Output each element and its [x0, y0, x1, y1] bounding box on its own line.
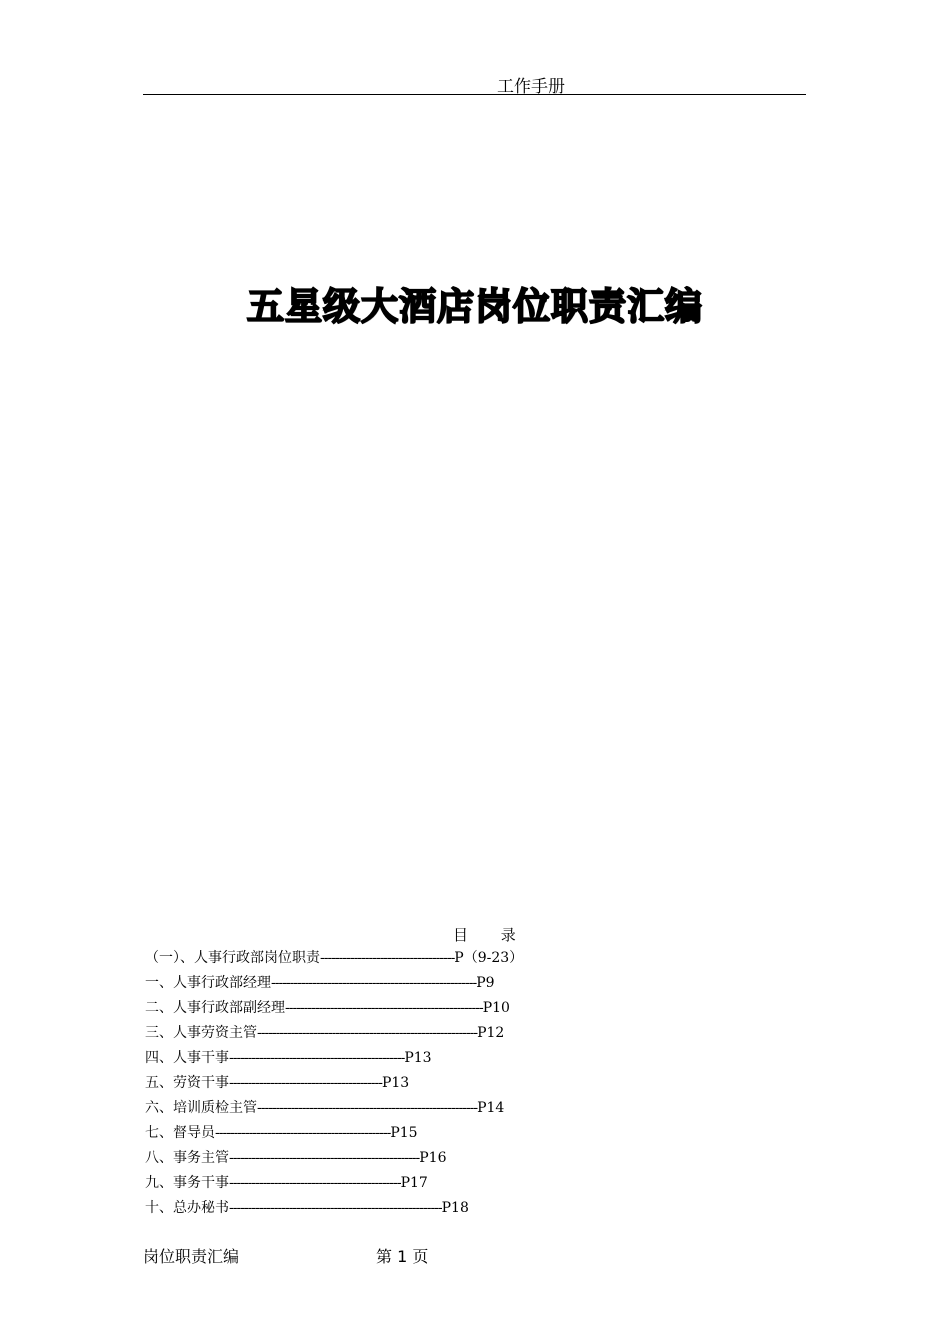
toc-entry-label: 四、人事干事 — [145, 1050, 229, 1066]
toc-entry[interactable] — [145, 1072, 805, 1097]
toc-entry-page: P10 — [482, 1000, 510, 1016]
toc-entry-leader: ----------------------------------------- — [229, 1075, 382, 1091]
toc-entry-leader: ------------------------------------ — [320, 950, 455, 966]
page-number: 第 1 页 — [376, 1247, 429, 1266]
toc-entry-page: P16 — [419, 1150, 447, 1166]
toc-entry-page: P15 — [390, 1125, 418, 1141]
toc-entry-page: P9 — [476, 975, 495, 991]
toc-entry-leader: ---------------------------------------------- — [229, 1175, 401, 1191]
toc-entry-label: 五、劳资干事 — [145, 1075, 229, 1091]
toc-entry-label: 八、事务主管 — [145, 1150, 229, 1166]
header-rule — [143, 94, 806, 95]
document-title: 五星级大酒店岗位职责汇编 — [247, 285, 703, 328]
toc-entry-label: 三、人事劳资主管 — [145, 1025, 257, 1041]
toc-entry-leader: ------------------------------------------------------- — [271, 975, 477, 991]
toc-entry-page: P17 — [400, 1175, 428, 1191]
toc-entry-label: 二、人事行政部副经理 — [145, 1000, 285, 1016]
toc-entry-label: 十、总办秘书 — [145, 1200, 229, 1216]
toc-entry-label: 六、培训质检主管 — [145, 1100, 257, 1116]
table-of-contents — [145, 947, 805, 1222]
toc-entry-leader: ----------------------------------------------- — [215, 1125, 391, 1141]
toc-entry[interactable] — [145, 1047, 805, 1072]
toc-entry-leader: ----------------------------------------------------------- — [257, 1025, 478, 1041]
toc-entry[interactable] — [145, 1022, 805, 1047]
toc-entry-page: P13 — [381, 1075, 410, 1091]
toc-entry[interactable] — [145, 972, 805, 997]
footer-title: 岗位职责汇编 — [143, 1247, 240, 1266]
toc-entry[interactable] — [145, 1147, 805, 1172]
toc-entry-leader: --------------------------------------------------------- — [229, 1200, 442, 1216]
toc-entry-page: P12 — [477, 1025, 505, 1041]
toc-entry-label: 九、事务干事 — [145, 1175, 229, 1191]
toc-entry-leader: ----------------------------------------------------------- — [257, 1100, 478, 1116]
toc-entry[interactable] — [145, 997, 805, 1022]
toc-entry-label: 一、人事行政部经理 — [145, 975, 271, 991]
toc-entry[interactable] — [145, 1172, 805, 1197]
toc-entry-page: P（9-23） — [454, 950, 524, 966]
toc-entry-leader: ----------------------------------------------- — [229, 1050, 405, 1066]
toc-entry-leader: ----------------------------------------------------- — [285, 1000, 483, 1016]
page-header: 工作手册 — [497, 77, 565, 97]
toc-entry-label: （一）、人事行政部岗位职责 — [145, 950, 320, 966]
toc-entry-leader: --------------------------------------------------- — [229, 1150, 420, 1166]
toc-entry-page: P14 — [477, 1100, 505, 1116]
toc-entry[interactable] — [145, 1122, 805, 1147]
toc-entry-page: P18 — [441, 1200, 469, 1216]
toc-entry-page: P13 — [404, 1050, 432, 1066]
toc-heading: 目 录 — [453, 926, 530, 944]
toc-entry[interactable] — [145, 947, 805, 972]
toc-entry[interactable] — [145, 1097, 805, 1122]
toc-entry[interactable] — [145, 1197, 805, 1222]
toc-entry-label: 七、督导员 — [145, 1125, 215, 1141]
